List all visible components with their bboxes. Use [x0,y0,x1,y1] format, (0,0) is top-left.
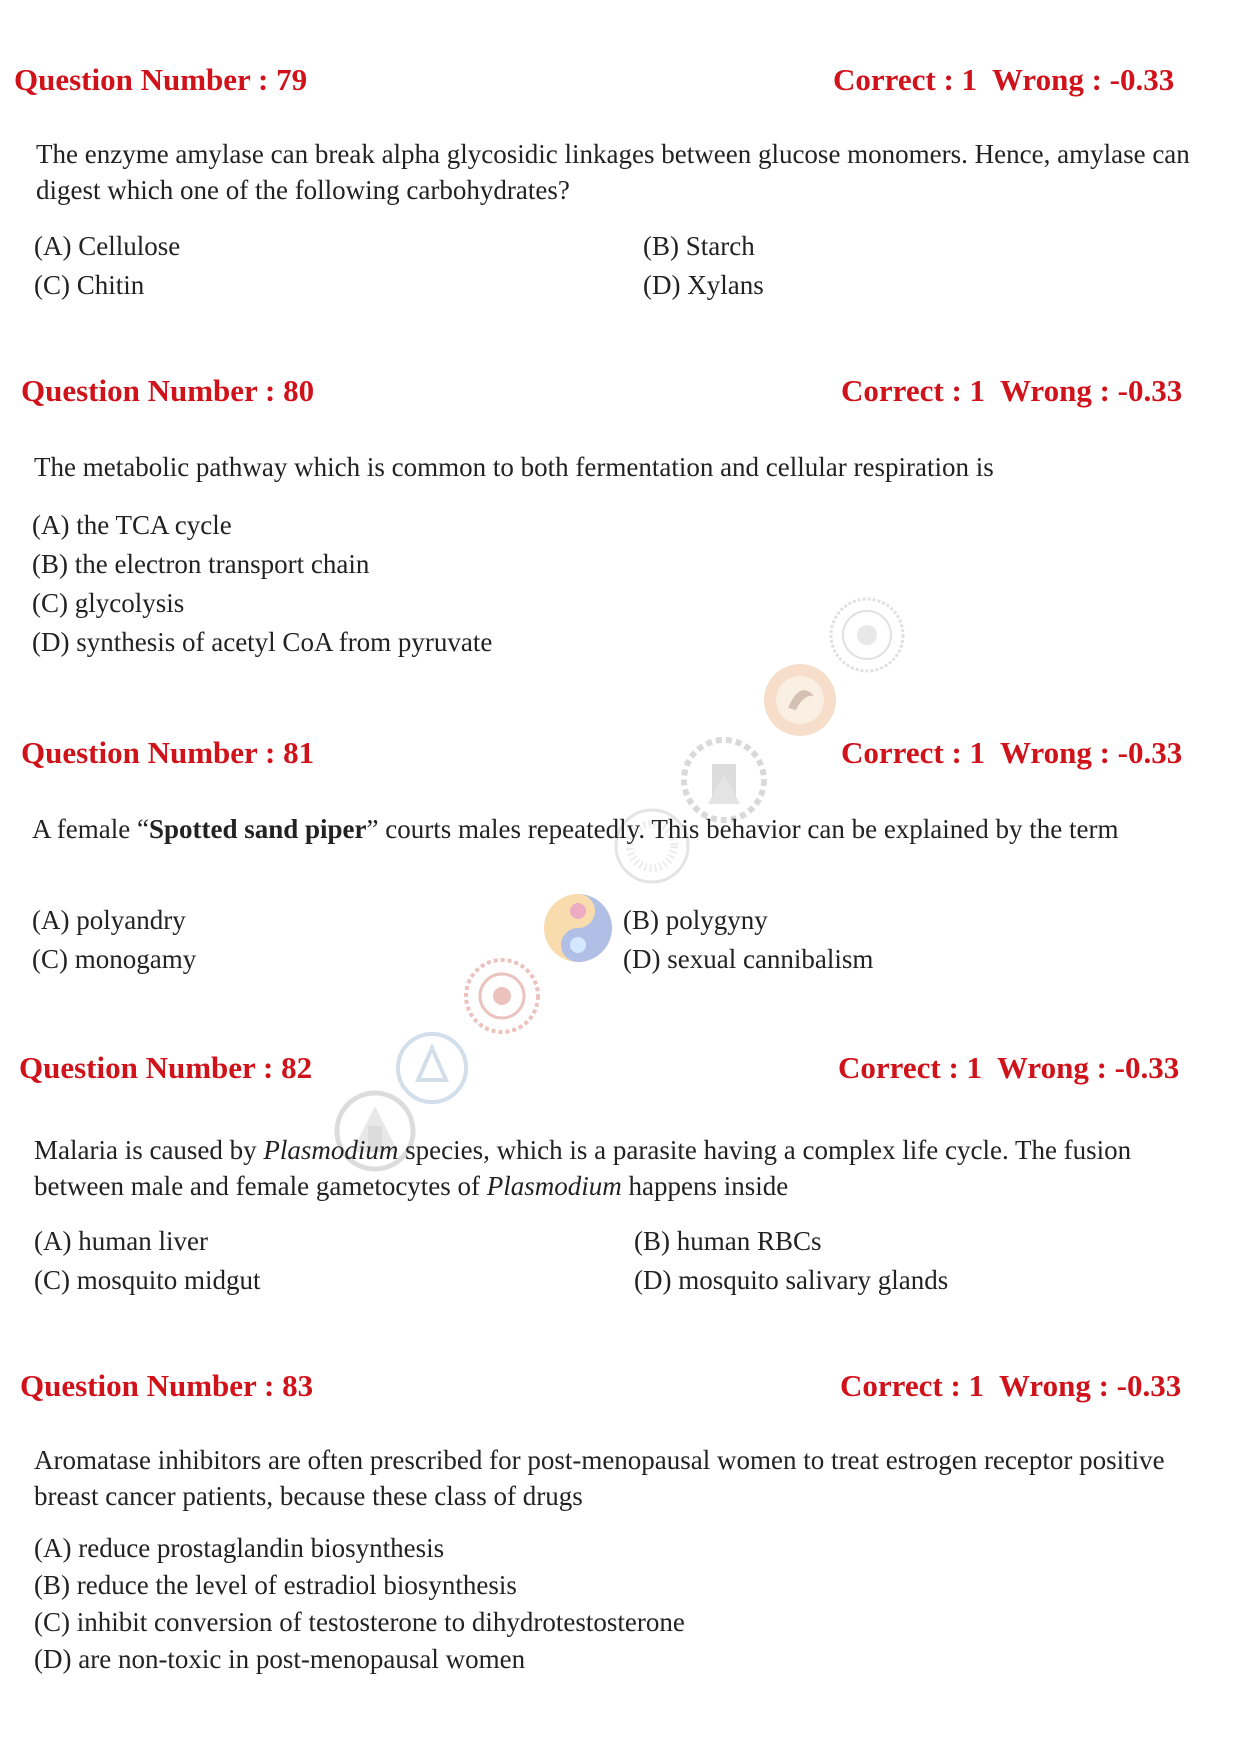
option-c: (C) monogamy [32,944,197,974]
genus-name: Plasmodium [486,1171,622,1201]
marking-scheme: Correct : 1 Wrong : -0.33 [838,1050,1180,1085]
genus-name: Plasmodium [263,1135,399,1165]
question-number: Question Number : 82 [19,1050,313,1085]
marking-scheme: Correct : 1 Wrong : -0.33 [841,373,1183,408]
question-stem: Malaria is caused by Plasmodium species, which is a parasite having a complex life cycle. The fusion between male and female gametocytes of Plasmodium happens inside [34,1135,1132,1201]
question-stem: The enzyme amylase can break alpha glycosidic linkages between glucose monomers. Hence, amylase can digest which one of the following carbohydrates? [36,139,1190,205]
question-stem: The metabolic pathway which is common to both fermentation and cellular respiration is [34,452,994,482]
option-b: (B) human RBCs [634,1226,822,1256]
question-83 [0,1368,1240,1674]
option-c: (C) Chitin [34,270,145,300]
option-a: (A) the TCA cycle [32,510,232,540]
option-d: (D) mosquito salivary glands [634,1265,949,1295]
question-82 [0,1050,1240,1295]
question-header [0,1050,1240,1090]
option-b: (B) reduce the level of estradiol biosynthesis [34,1570,517,1600]
question-number: Question Number : 81 [21,735,315,770]
marking-scheme: Correct : 1 Wrong : -0.33 [841,735,1183,770]
option-c: (C) mosquito midgut [34,1265,261,1295]
question-81 [0,735,1240,974]
option-b: (B) polygyny [623,905,768,935]
option-d: (D) Xylans [643,270,764,300]
question-number: Question Number : 80 [21,373,315,408]
option-d: (D) sexual cannibalism [623,944,874,974]
iit-kanpur-seal-icon [462,956,542,1036]
question-stem: Aromatase inhibitors are often prescribed for post-menopausal women to treat estrogen receptor positive breast cancer patients, because these class of drugs [34,1445,1165,1511]
option-a: (A) human liver [34,1226,208,1256]
question-header [0,1368,1240,1408]
option-d: (D) synthesis of acetyl CoA from pyruvate [32,627,493,657]
option-b: (B) Starch [643,231,755,261]
species-name: Spotted sand piper [148,814,367,844]
option-d: (D) are non-toxic in post-menopausal women [34,1644,526,1674]
question-80 [0,373,1240,657]
marking-scheme: Correct : 1 Wrong : -0.33 [833,62,1175,97]
option-a: (A) reduce prostaglandin biosynthesis [34,1533,445,1563]
question-header [0,62,1240,102]
option-b: (B) the electron transport chain [32,549,370,579]
marking-scheme: Correct : 1 Wrong : -0.33 [840,1368,1182,1403]
question-header [0,735,1240,775]
option-a: (A) Cellulose [34,231,181,261]
question-header [0,373,1240,413]
question-stem: A female “Spotted sand piper” courts males repeatedly. This behavior can be explained by the term [32,814,1119,844]
iit-guwahati-seal-icon [760,660,840,740]
option-c: (C) inhibit conversion of testosterone to dihydrotestosterone [34,1607,685,1637]
option-a: (A) polyandry [32,905,186,935]
iit-delhi-seal-icon [538,888,618,968]
question-number: Question Number : 79 [14,62,308,97]
question-79 [0,62,1240,300]
question-number: Question Number : 83 [20,1368,314,1403]
option-c: (C) glycolysis [32,588,185,618]
